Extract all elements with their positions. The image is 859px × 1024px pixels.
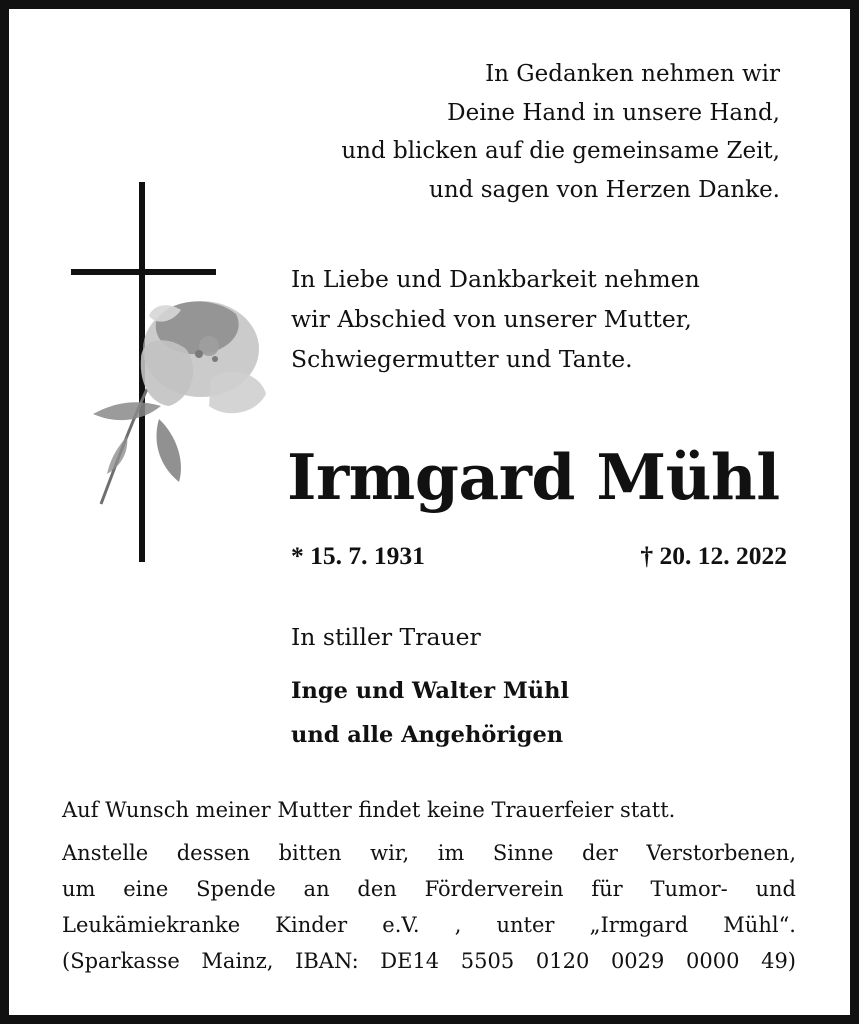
life-dates [291,536,787,576]
poem [220,55,780,209]
donation-request [62,835,796,979]
donation-line: (Sparkasse Mainz, IBAN: DE14 5505 0120 0029 0000 49) [62,949,796,973]
donation-line: Leukämiekranke Kinder e.V. , unter „Irmgard Mühl“. [62,913,796,937]
mourner-line: und alle Angehörigen [291,722,564,748]
deceased-name: Irmgard Mühl [287,440,780,514]
mourners-list [291,669,811,757]
intro-line: Schwiegermutter und Tante. [291,345,633,373]
mourner-line: Inge und Walter Mühl [291,678,570,704]
mourning-heading: In stiller Trauer [291,623,481,651]
funeral-wish: Auf Wunsch meiner Mutter findet keine Trauerfeier statt. [62,798,676,822]
birth-date: * 15. 7. 1931 [291,541,425,570]
poem-line: Deine Hand in unsere Hand, [447,99,780,126]
poem-line: und blicken auf die gemeinsame Zeit, [341,138,780,164]
poem-line: In Gedanken nehmen wir [485,61,780,87]
intro-line: wir Abschied von unserer Mutter, [291,305,692,333]
death-date: † 20. 12. 2022 [640,541,787,570]
cross-with-rose-image [61,174,281,574]
intro-line: In Liebe und Dankbarkeit nehmen [291,265,700,293]
donation-line: Anstelle dessen bitten wir, im Sinne der Verstorbenen, [62,841,796,865]
intro-text [291,259,811,379]
rose-icon [93,301,266,504]
donation-line: um eine Spende an den Förderverein für Tumor- und [62,877,796,901]
poem-line: und sagen von Herzen Danke. [429,176,780,203]
notice-text [62,792,796,979]
